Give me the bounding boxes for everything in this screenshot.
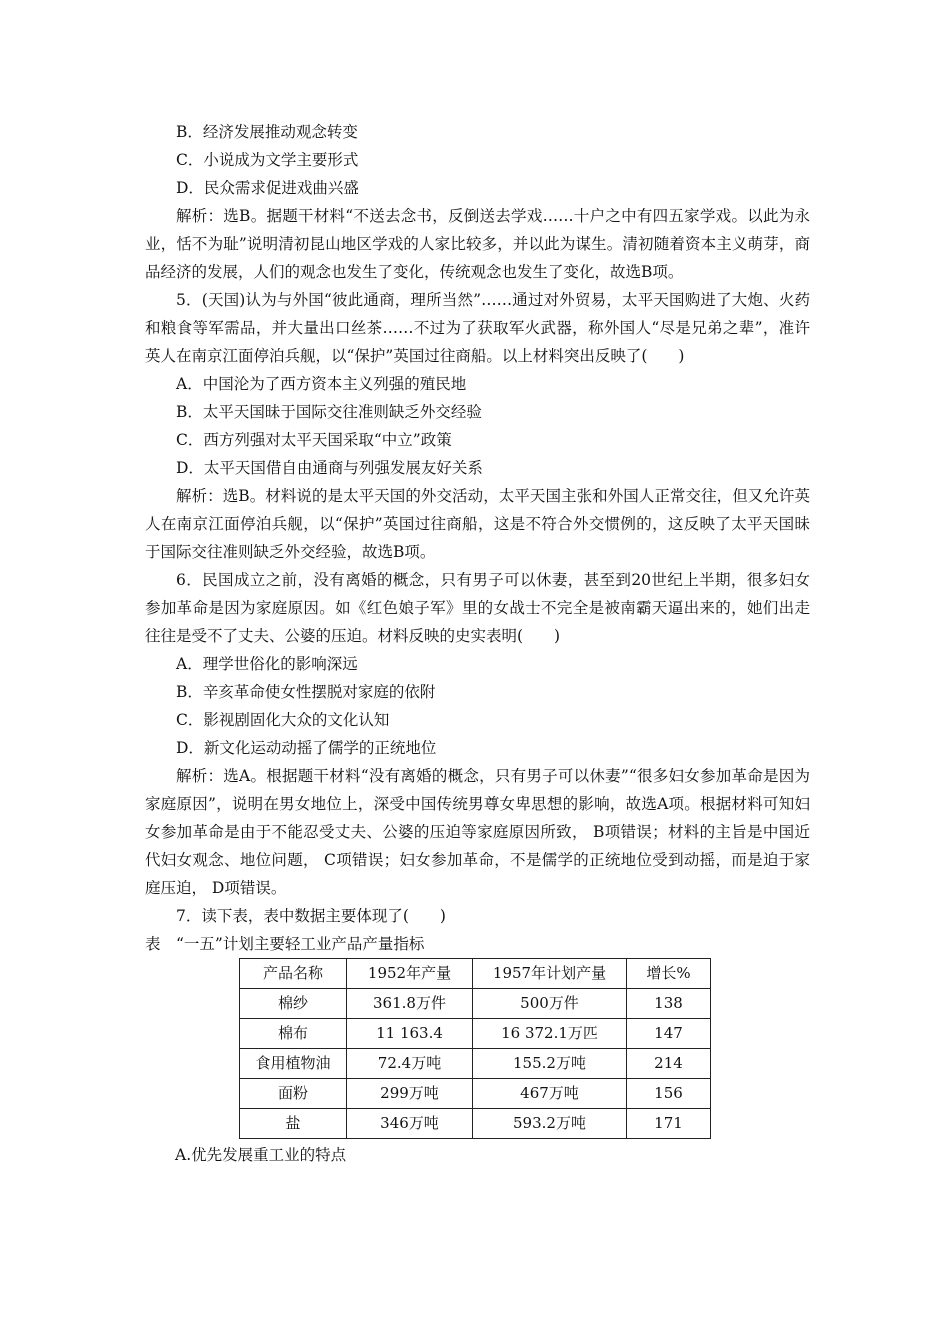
table-cell: 147 [627,1019,711,1049]
table-header-cell: 1957年计划产量 [473,959,627,989]
table-row [240,989,711,1019]
table-row [240,1019,711,1049]
table-cell: 155.2万吨 [473,1049,627,1079]
table-header-cell: 产品名称 [240,959,347,989]
table-cell: 346万吨 [347,1109,473,1139]
page-content [145,118,810,1169]
q6-option-d: D．新文化运动动摇了儒学的正统地位 [176,739,437,757]
table-cell: 467万吨 [473,1079,627,1109]
q6-option-b: B．辛亥革命使女性摆脱对家庭的依附 [176,683,436,701]
table-cell: 361.8万件 [347,989,473,1019]
table-cell: 500万件 [473,989,627,1019]
table-cell: 299万吨 [347,1079,473,1109]
q4-option-b: B．经济发展推动观念转变 [176,123,358,141]
q5-option-c: C．西方列强对太平天国采取“中立”政策 [176,431,452,449]
q7-stem: 7．读下表，表中数据主要体现了( ) [176,907,446,925]
table-cell: 156 [627,1079,711,1109]
q7-option-a: A.优先发展重工业的特点 [175,1146,347,1164]
table-cell: 16 372.1万匹 [473,1019,627,1049]
table-cell: 11 163.4 [347,1019,473,1049]
table-cell: 棉纱 [240,989,347,1019]
table-row [240,1079,711,1109]
q6-option-c: C．影视剧固化大众的文化认知 [176,711,390,729]
table-row [240,1109,711,1139]
table-cell: 盐 [240,1109,347,1139]
table-cell: 214 [627,1049,711,1079]
table-cell: 138 [627,989,711,1019]
q5-option-a: A．中国沦为了西方资本主义列强的殖民地 [176,375,467,393]
q5-analysis: 解析：选B。材料说的是太平天国的外交活动，太平天国主张和外国人正常交往，但又允许英人在南京江面停泊兵舰，以“保护”英国过往商船，这是不符合外交惯例的，这反映了太平天国昧于国际交往准则缺乏外交经验，故选B项。 [145,487,810,561]
q4-option-d: D．民众需求促进戏曲兴盛 [176,179,359,197]
table-header-row [240,959,711,989]
table-cell: 593.2万吨 [473,1109,627,1139]
q5-option-b: B．太平天国昧于国际交往准则缺乏外交经验 [176,403,482,421]
table-header-cell: 增长% [627,959,711,989]
production-table [239,958,711,1139]
table-header-cell: 1952年产量 [347,959,473,989]
q6-analysis: 解析：选A。根据题干材料“没有离婚的概念，只有男子可以休妻”“很多妇女参加革命是因为家庭原因”，说明在男女地位上，深受中国传统男尊女卑思想的影响，故选A项。根据材料可知妇女参加革命是由于不能忍受丈夫、公婆的压迫等家庭原因所致， B项错误；材料的主旨是中国近代妇女观念、地位问题， C项错误；妇女参加革命，不是儒学的正统地位受到动摇，而是迫于家庭压迫， D项错误。 [145,767,810,897]
table-cell: 72.4万吨 [347,1049,473,1079]
q6-stem: 6．民国成立之前，没有离婚的概念，只有男子可以休妻，甚至到20世纪上半期，很多妇女参加革命是因为家庭原因。如《红色娘子军》里的女战士不完全是被南霸天逼出来的，她们出走往往是受不了丈夫、公婆的压迫。材料反映的史实表明( ) [145,571,810,645]
q4-option-c: C．小说成为文学主要形式 [176,151,359,169]
table-cell: 食用植物油 [240,1049,347,1079]
q5-option-d: D．太平天国借自由通商与列强发展友好关系 [176,459,483,477]
table-row [240,1049,711,1079]
q6-option-a: A．理学世俗化的影响深远 [176,655,358,673]
q4-analysis: 解析：选B。据题干材料“不送去念书，反倒送去学戏……十户之中有四五家学戏。以此为永业，恬不为耻”说明清初昆山地区学戏的人家比较多，并以此为谋生。清初随着资本主义萌芽，商品经济的发展，人们的观念也发生了变化，传统观念也发生了变化，故选B项。 [145,207,810,281]
table-cell: 棉布 [240,1019,347,1049]
table-cell: 171 [627,1109,711,1139]
table-cell: 面粉 [240,1079,347,1109]
q5-stem: 5．(天国)认为与外国“彼此通商，理所当然”……通过对外贸易，太平天国购进了大炮、火药和粮食等军需品，并大量出口丝茶……不过为了获取军火武器，称外国人“尽是兄弟之辈”，准许英人在南京江面停泊兵舰，以“保护”英国过往商船。以上材料突出反映了( ) [145,291,810,365]
table-caption: 表 “一五”计划主要轻工业产品产量指标 [145,935,425,953]
